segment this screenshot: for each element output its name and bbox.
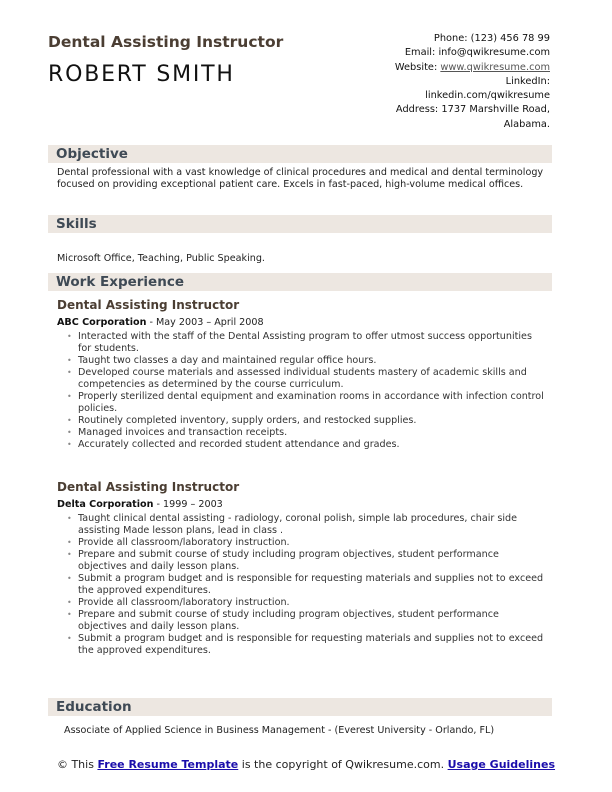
footer-middle: is the copyright of Qwikresume.com. (238, 758, 448, 771)
section-work-experience: Work Experience (48, 273, 552, 291)
job-bullets (57, 331, 547, 451)
candidate-name: ROBERT SMITH (48, 62, 235, 87)
job-dates: - May 2003 – April 2008 (146, 316, 264, 328)
job-entry (57, 482, 547, 657)
section-education: Education (48, 698, 552, 716)
company-name: Delta Corporation (57, 498, 154, 510)
company-name: ABC Corporation (57, 316, 147, 328)
email: Email: info@qwikresume.com (404, 47, 550, 59)
job-entry-title: Dental Assisting Instructor (57, 480, 240, 494)
phone: Phone: (123) 456 78 99 (433, 33, 550, 44)
usage-guidelines-link[interactable]: Usage Guidelines (447, 758, 556, 771)
job-bullets (57, 513, 547, 657)
contact-info (350, 32, 550, 132)
bullet: • Prepare and submit course of study including program objectives, student performance objectives and daily lesson plans. (78, 549, 547, 573)
section-objective: Objective (48, 145, 552, 163)
education-text: Associate of Applied Science in Business Management - (Everest University - Orlando, FL) (64, 725, 495, 736)
bullet: • Submit a program budget and is responsible for requesting materials and supplies not to exceed the approved expenditures. (78, 573, 547, 597)
section-skills: Skills (48, 215, 552, 233)
bullet: • Provide all classroom/laboratory instruction. (78, 537, 547, 549)
bullet: • Developed course materials and assessed individual students mastery of academic skills and competencies as determined by the course curriculum. (78, 367, 547, 391)
bullet: • Taught clinical dental assisting - radiology, coronal polish, simple lab procedures, chair side assisting Made lesson plans, lead in class . (78, 513, 547, 537)
free-resume-template-link[interactable]: Free Resume Template (97, 758, 239, 771)
job-company-line (57, 317, 547, 329)
bullet: • Prepare and submit course of study including program objectives, student performance objectives and daily lesson plans. (78, 609, 547, 633)
website-link[interactable]: www.qwikresume.com (440, 61, 550, 73)
linkedin-label: LinkedIn: (505, 75, 550, 87)
bullet: • Taught two classes a day and maintained regular office hours. (78, 355, 547, 367)
website-label: Website: (394, 61, 441, 73)
job-entry (57, 300, 547, 451)
address-line2: Alabama. (503, 118, 550, 130)
objective-text: Dental professional with a vast knowledge of clinical procedures and medical and dental terminology focused on providing exceptional patient care. Excels in fast-paced, high-volume medical offices. (57, 167, 544, 190)
bullet: • Submit a program budget and is responsible for requesting materials and supplies not to exceed the approved expenditures. (78, 633, 547, 657)
bullet: • Accurately collected and recorded student attendance and grades. (78, 439, 547, 451)
job-entry-title: Dental Assisting Instructor (57, 298, 240, 312)
footer-prefix: © This (56, 758, 98, 771)
bullet: • Interacted with the staff of the Dental Assisting program to offer utmost success opportunities for students. (78, 331, 547, 355)
bullet: • Routinely completed inventory, supply orders, and restocked supplies. (78, 415, 547, 427)
job-company-line (57, 499, 547, 511)
bullet: • Provide all classroom/laboratory instruction. (78, 597, 547, 609)
bullet: • Managed invoices and transaction receipts. (78, 427, 547, 439)
job-title: Dental Assisting Instructor (48, 33, 284, 51)
website (350, 61, 550, 75)
linkedin: linkedin.com/qwikresume (425, 90, 550, 102)
skills-text: Microsoft Office, Teaching, Public Speaking. (57, 253, 265, 264)
bullet: • Properly sterilized dental equipment and examination rooms in accordance with infection control policies. (78, 391, 547, 415)
address: Address: 1737 Marshville Road, (395, 104, 550, 116)
job-dates: - 1999 – 2003 (153, 498, 223, 510)
footer (0, 758, 612, 771)
